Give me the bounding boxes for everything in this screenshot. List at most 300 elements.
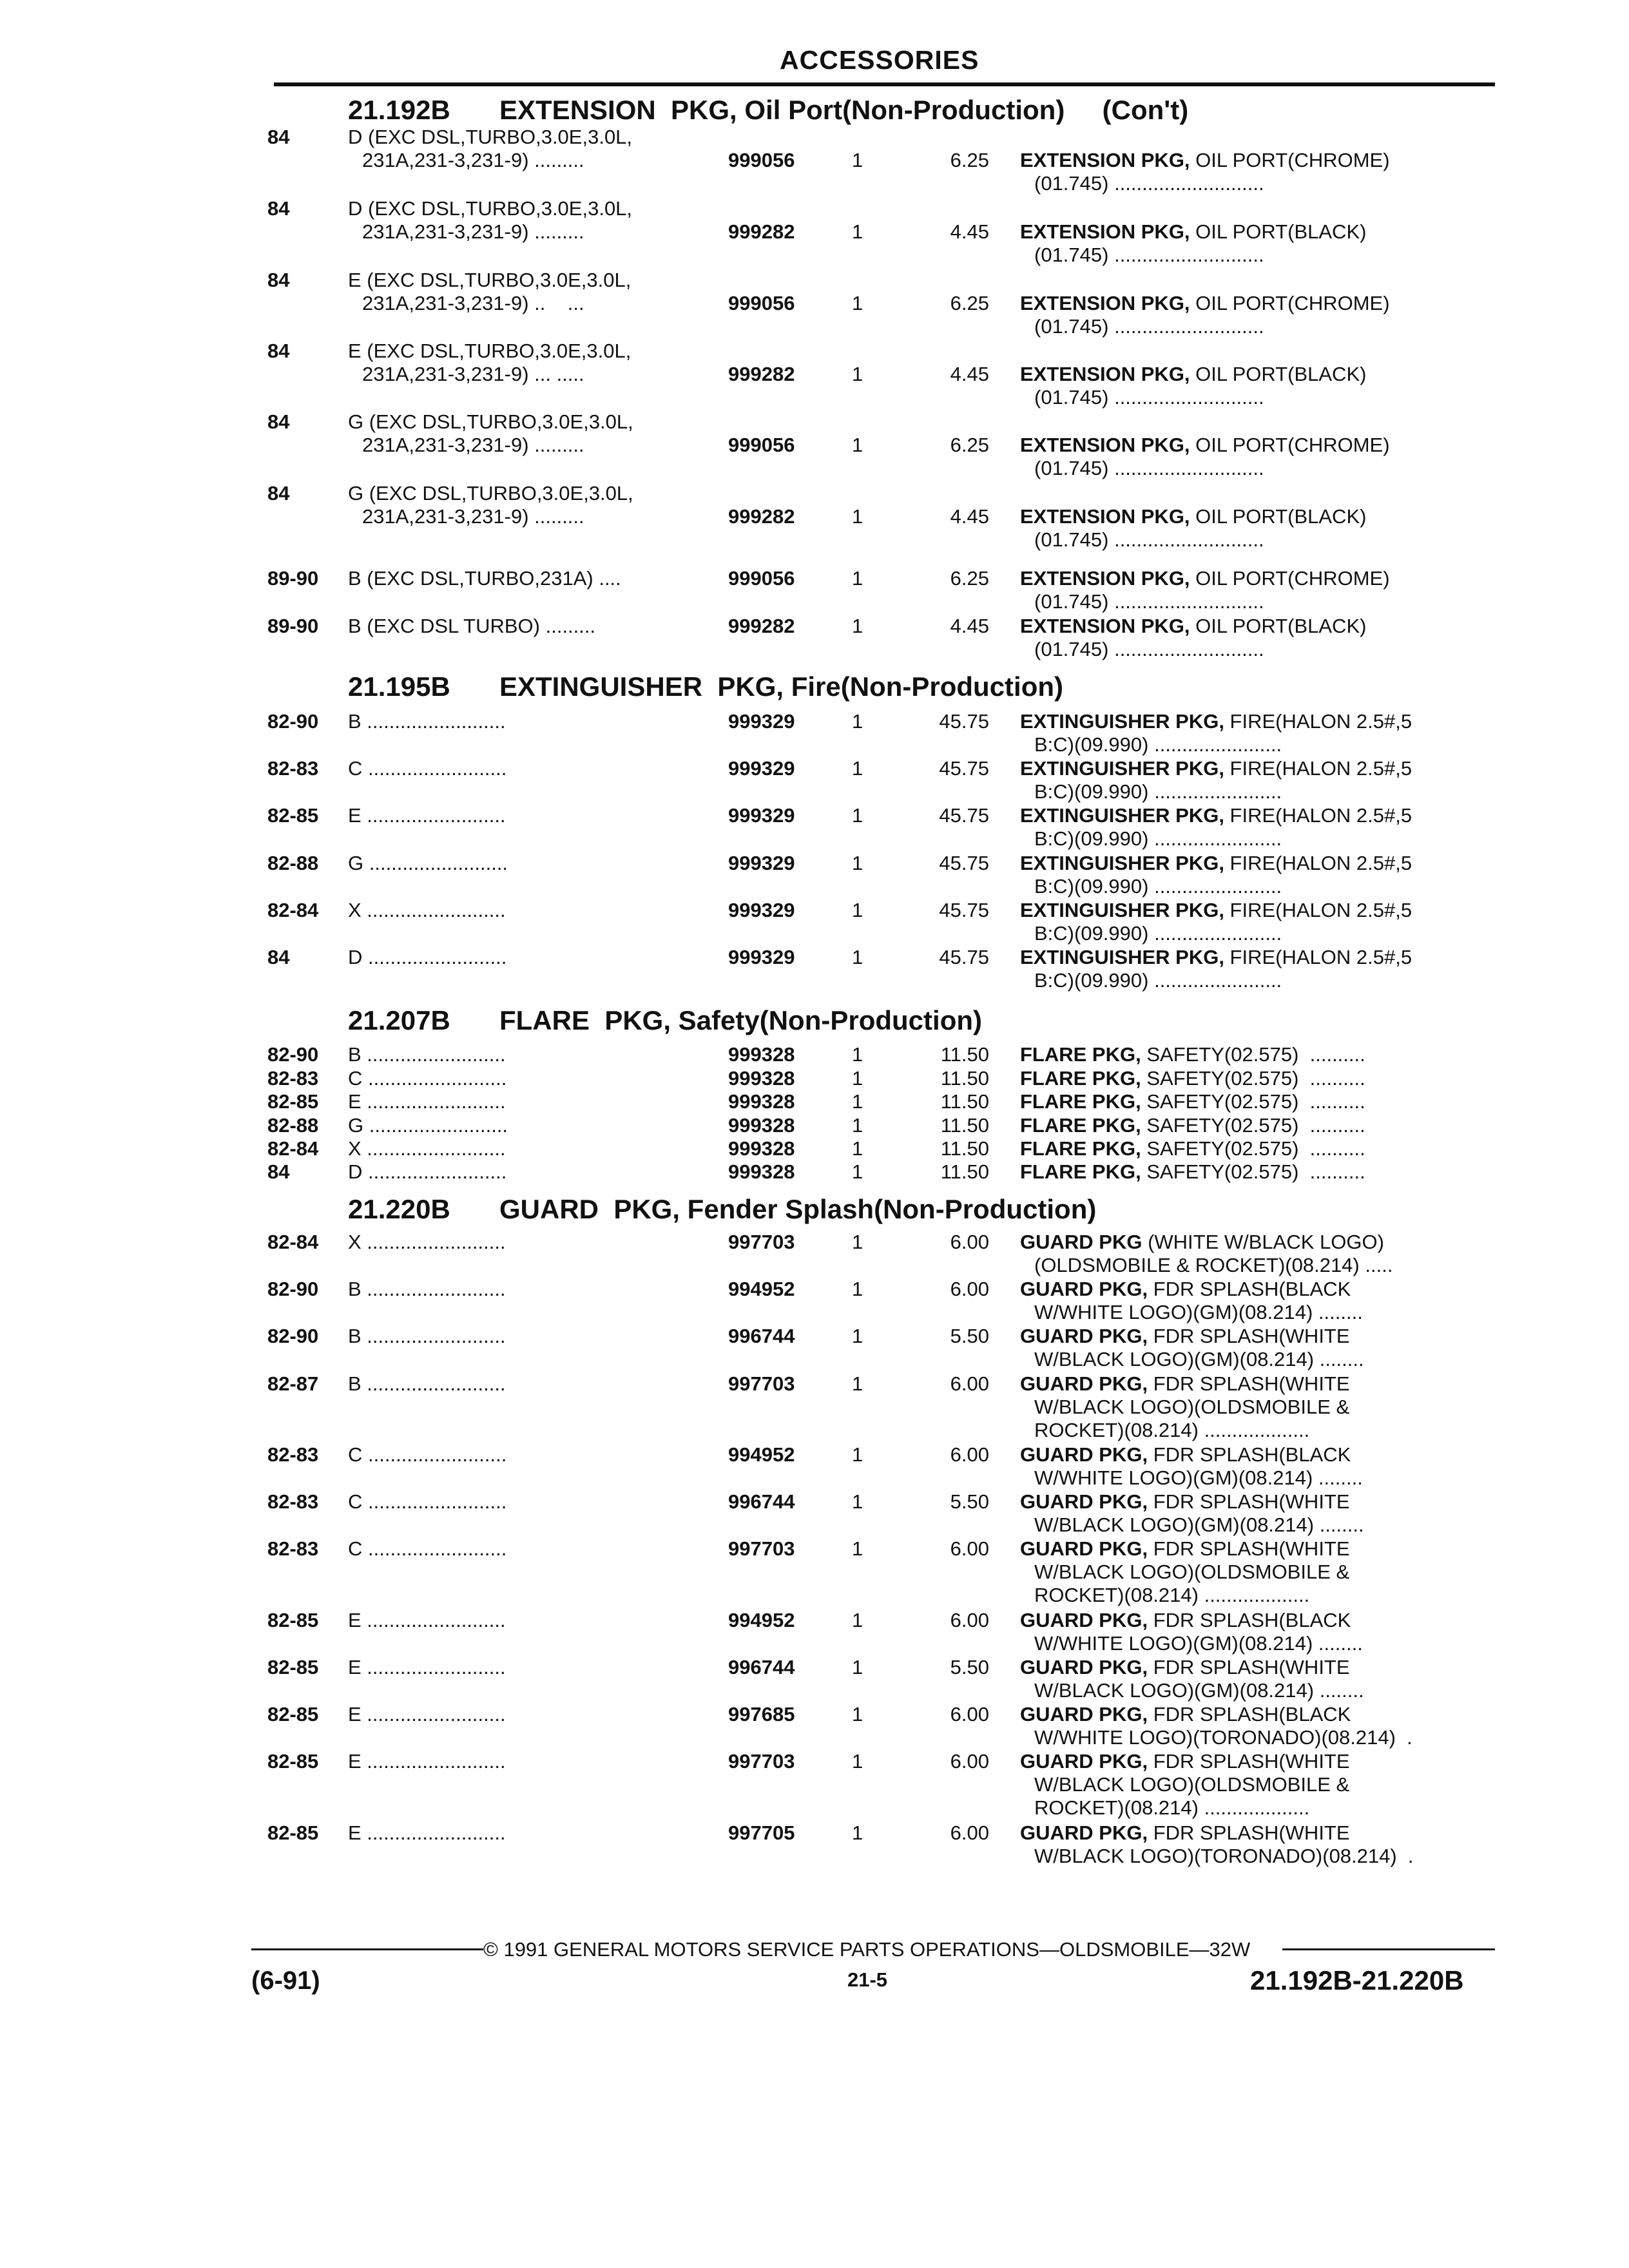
row-model: G ......................... — [348, 852, 508, 874]
row-model: D (EXC DSL,TURBO,3.0E,3.0L, — [348, 197, 633, 220]
footer-rule-left — [251, 1948, 483, 1950]
row-model: C ......................... — [348, 1490, 507, 1513]
row-description — [1020, 710, 1412, 733]
row-year: 82-83 — [267, 1537, 319, 1560]
description-text: FDR SPLASH(WHITE — [1148, 1750, 1350, 1773]
row-year: 84 — [267, 269, 290, 291]
row-quantity: 1 — [852, 1278, 863, 1300]
description-text: OIL PORT(BLACK) — [1190, 220, 1367, 243]
description-bold: GUARD PKG, — [1020, 1537, 1148, 1560]
row-description-cont: (01.745) ........................... — [1034, 386, 1264, 408]
row-price: 5.50 — [950, 1656, 989, 1678]
row-description — [1020, 567, 1390, 590]
section-code: 21.195B — [348, 671, 450, 702]
row-year: 89-90 — [267, 615, 319, 637]
section-heading: EXTENSION PKG, Oil Port(Non-Production) (Con't) — [499, 95, 1189, 125]
row-year: 84 — [267, 1160, 290, 1183]
row-model: X ......................... — [348, 1231, 506, 1253]
section-code: 21.192B — [348, 95, 450, 125]
row-quantity: 1 — [852, 1703, 863, 1725]
row-quantity: 1 — [852, 1114, 863, 1137]
row-price: 6.25 — [950, 567, 989, 590]
row-year: 82-88 — [267, 1114, 319, 1137]
row-description-cont: W/BLACK LOGO)(TORONADO)(08.214) . — [1034, 1845, 1414, 1867]
description-bold: EXTENSION PKG, — [1020, 434, 1190, 456]
row-part-number: 999328 — [728, 1160, 795, 1183]
row-year: 84 — [267, 126, 290, 148]
row-part-number: 994952 — [728, 1443, 795, 1466]
row-quantity: 1 — [852, 757, 863, 780]
row-year: 82-88 — [267, 852, 319, 874]
row-year: 82-90 — [267, 1325, 319, 1347]
row-quantity: 1 — [852, 505, 863, 528]
row-year: 82-85 — [267, 1821, 319, 1844]
row-quantity: 1 — [852, 1443, 863, 1466]
row-description — [1020, 1821, 1350, 1845]
row-price: 6.25 — [950, 149, 989, 171]
row-model: E ......................... — [348, 804, 506, 827]
row-description — [1020, 757, 1412, 780]
row-price: 6.00 — [950, 1278, 989, 1300]
description-text: FDR SPLASH(WHITE — [1148, 1537, 1350, 1560]
row-model: E (EXC DSL,TURBO,3.0E,3.0L, — [348, 269, 631, 291]
row-price: 5.50 — [950, 1490, 989, 1513]
row-quantity: 1 — [852, 1067, 863, 1090]
row-year: 82-85 — [267, 804, 319, 827]
section-heading: FLARE PKG, Safety(Non-Production) — [499, 1005, 982, 1035]
section-code: 21.220B — [348, 1194, 450, 1224]
row-model: E (EXC DSL,TURBO,3.0E,3.0L, — [348, 340, 631, 362]
row-year: 84 — [267, 340, 290, 362]
description-text: OIL PORT(CHROME) — [1190, 434, 1390, 456]
row-part-number: 999329 — [728, 946, 795, 968]
row-part-number: 999282 — [728, 363, 795, 385]
description-bold: EXTINGUISHER PKG, — [1020, 804, 1224, 827]
description-bold: EXTENSION PKG, — [1020, 567, 1190, 590]
row-description-cont: ROCKET)(08.214) ................... — [1034, 1584, 1310, 1606]
row-price: 5.50 — [950, 1325, 989, 1347]
row-part-number: 997703 — [728, 1537, 795, 1560]
row-model: E ......................... — [348, 1609, 506, 1631]
section-title — [348, 671, 1063, 702]
row-part-number: 996744 — [728, 1656, 795, 1678]
row-part-number: 999329 — [728, 804, 795, 827]
description-text: FDR SPLASH(WHITE — [1148, 1821, 1350, 1844]
row-price: 6.00 — [950, 1372, 989, 1395]
row-description-cont: (01.745) ........................... — [1034, 528, 1264, 551]
row-part-number: 999329 — [728, 852, 795, 874]
description-bold: GUARD PKG, — [1020, 1821, 1148, 1844]
row-model: D ......................... — [348, 1160, 507, 1183]
description-bold: GUARD PKG, — [1020, 1325, 1148, 1347]
description-text: FDR SPLASH(BLACK — [1148, 1278, 1351, 1300]
row-description — [1020, 1090, 1365, 1113]
row-description — [1020, 292, 1390, 315]
row-year: 82-90 — [267, 1043, 319, 1066]
row-price: 11.50 — [940, 1067, 989, 1090]
row-description — [1020, 1231, 1384, 1254]
row-description-cont: (01.745) ........................... — [1034, 172, 1264, 195]
row-price: 4.45 — [950, 220, 989, 243]
row-model: C ......................... — [348, 757, 507, 780]
description-text: FDR SPLASH(WHITE — [1148, 1372, 1350, 1395]
row-description-cont: B:C)(09.990) ....................... — [1034, 780, 1282, 803]
row-model: B ......................... — [348, 1278, 506, 1300]
row-model: E ......................... — [348, 1750, 506, 1773]
row-description-cont: W/BLACK LOGO)(GM)(08.214) ........ — [1034, 1514, 1364, 1536]
row-price: 6.25 — [950, 292, 989, 314]
row-price: 45.75 — [939, 710, 989, 733]
row-price: 6.00 — [950, 1703, 989, 1725]
description-text: SAFETY(02.575) .......... — [1141, 1067, 1365, 1090]
row-description-cont: (01.745) ........................... — [1034, 315, 1264, 338]
row-description — [1020, 1750, 1350, 1773]
row-model: 231A,231-3,231-9) ......... — [362, 434, 584, 456]
description-text: FIRE(HALON 2.5#,5 — [1224, 757, 1412, 780]
row-quantity: 1 — [852, 149, 863, 171]
row-part-number: 999328 — [728, 1090, 795, 1113]
description-text: SAFETY(02.575) .......... — [1141, 1043, 1365, 1066]
row-quantity: 1 — [852, 1325, 863, 1347]
row-description — [1020, 1114, 1365, 1137]
row-description-cont: (OLDSMOBILE & ROCKET)(08.214) ..... — [1034, 1254, 1393, 1276]
row-description — [1020, 1043, 1365, 1066]
row-year: 82-84 — [267, 1137, 319, 1160]
row-description-cont: ROCKET)(08.214) ................... — [1034, 1419, 1310, 1441]
row-description-cont: (01.745) ........................... — [1034, 457, 1264, 479]
row-model: B (EXC DSL TURBO) ......... — [348, 615, 596, 637]
row-model: 231A,231-3,231-9) ... ..... — [362, 363, 584, 385]
row-description — [1020, 1656, 1350, 1679]
section-heading: EXTINGUISHER PKG, Fire(Non-Production) — [499, 671, 1064, 702]
row-description — [1020, 1490, 1350, 1514]
description-text: FDR SPLASH(WHITE — [1148, 1490, 1350, 1513]
section-title — [348, 1194, 1096, 1225]
row-part-number: 997705 — [728, 1821, 795, 1844]
row-price: 11.50 — [940, 1160, 989, 1183]
description-bold: EXTENSION PKG, — [1020, 292, 1190, 314]
description-bold: GUARD PKG, — [1020, 1703, 1148, 1725]
row-model: D ......................... — [348, 946, 507, 968]
description-bold: FLARE PKG, — [1020, 1160, 1141, 1183]
footer-page-number: 21-5 — [847, 1968, 888, 1991]
row-description — [1020, 1160, 1365, 1184]
row-quantity: 1 — [852, 1043, 863, 1066]
footer-rule-right — [1282, 1948, 1495, 1950]
row-description-cont: W/WHITE LOGO)(GM)(08.214) ........ — [1034, 1632, 1363, 1655]
row-price: 45.75 — [939, 852, 989, 874]
row-quantity: 1 — [852, 220, 863, 243]
row-description-cont: W/BLACK LOGO)(OLDSMOBILE & — [1034, 1773, 1350, 1796]
row-part-number: 999282 — [728, 505, 795, 528]
row-price: 6.25 — [950, 434, 989, 456]
row-price: 6.00 — [950, 1231, 989, 1253]
description-bold: EXTENSION PKG, — [1020, 149, 1190, 171]
row-description-cont: (01.745) ........................... — [1034, 244, 1264, 266]
description-text: FIRE(HALON 2.5#,5 — [1224, 710, 1412, 733]
row-part-number: 994952 — [728, 1609, 795, 1631]
row-year: 82-83 — [267, 757, 319, 780]
row-description — [1020, 505, 1366, 528]
row-description — [1020, 363, 1366, 386]
row-model: 231A,231-3,231-9) ......... — [362, 505, 584, 528]
row-part-number: 999329 — [728, 899, 795, 921]
row-description-cont: W/BLACK LOGO)(OLDSMOBILE & — [1034, 1561, 1350, 1583]
row-model: E ......................... — [348, 1821, 506, 1844]
row-model: G (EXC DSL,TURBO,3.0E,3.0L, — [348, 410, 633, 433]
row-description-cont: B:C)(09.990) ....................... — [1034, 922, 1282, 945]
row-model: B ......................... — [348, 1325, 506, 1347]
row-price: 45.75 — [939, 946, 989, 968]
row-year: 82-85 — [267, 1656, 319, 1678]
description-bold: FLARE PKG, — [1020, 1114, 1141, 1137]
row-description — [1020, 1537, 1350, 1561]
description-bold: EXTINGUISHER PKG, — [1020, 852, 1224, 874]
description-bold: FLARE PKG, — [1020, 1137, 1141, 1160]
row-model: E ......................... — [348, 1090, 506, 1113]
description-text: FDR SPLASH(BLACK — [1148, 1609, 1351, 1631]
description-text: OIL PORT(CHROME) — [1190, 292, 1390, 314]
row-part-number: 999056 — [728, 434, 795, 456]
row-quantity: 1 — [852, 615, 863, 637]
row-model: B ......................... — [348, 1372, 506, 1395]
row-year: 82-84 — [267, 899, 319, 921]
row-year: 84 — [267, 482, 290, 505]
row-part-number: 997685 — [728, 1703, 795, 1725]
description-bold: GUARD PKG, — [1020, 1609, 1148, 1631]
row-description-cont: (01.745) ........................... — [1034, 638, 1264, 660]
row-price: 11.50 — [940, 1090, 989, 1113]
row-quantity: 1 — [852, 292, 863, 314]
row-price: 6.00 — [950, 1609, 989, 1631]
row-quantity: 1 — [852, 434, 863, 456]
row-description-cont: ROCKET)(08.214) ................... — [1034, 1796, 1310, 1819]
row-price: 4.45 — [950, 363, 989, 385]
row-price: 4.45 — [950, 505, 989, 528]
row-year: 82-85 — [267, 1090, 319, 1113]
section-title — [348, 95, 1188, 126]
row-model: D (EXC DSL,TURBO,3.0E,3.0L, — [348, 126, 633, 148]
row-quantity: 1 — [852, 1160, 863, 1183]
row-price: 6.00 — [950, 1537, 989, 1560]
description-text: FDR SPLASH(BLACK — [1148, 1443, 1351, 1466]
description-bold: GUARD PKG, — [1020, 1750, 1148, 1773]
row-description — [1020, 220, 1366, 244]
row-description-cont: W/BLACK LOGO)(GM)(08.214) ........ — [1034, 1679, 1364, 1702]
row-part-number: 997703 — [728, 1372, 795, 1395]
row-part-number: 999282 — [728, 220, 795, 243]
description-bold: GUARD PKG, — [1020, 1278, 1148, 1300]
row-description — [1020, 1067, 1365, 1090]
row-year: 82-90 — [267, 710, 319, 733]
row-quantity: 1 — [852, 1490, 863, 1513]
row-description — [1020, 1278, 1351, 1301]
row-part-number: 999282 — [728, 615, 795, 637]
description-bold: EXTINGUISHER PKG, — [1020, 710, 1224, 733]
row-quantity: 1 — [852, 710, 863, 733]
row-year: 82-83 — [267, 1067, 319, 1090]
row-part-number: 994952 — [728, 1278, 795, 1300]
row-price: 6.00 — [950, 1821, 989, 1844]
row-year: 82-85 — [267, 1703, 319, 1725]
footer-date: (6-91) — [251, 1966, 320, 1995]
row-description-cont: W/BLACK LOGO)(OLDSMOBILE & — [1034, 1396, 1350, 1418]
description-text: SAFETY(02.575) .......... — [1141, 1114, 1365, 1137]
row-year: 82-85 — [267, 1609, 319, 1631]
row-year: 82-90 — [267, 1278, 319, 1300]
row-model: 231A,231-3,231-9) .. ... — [362, 292, 584, 314]
row-part-number: 999328 — [728, 1043, 795, 1066]
row-description — [1020, 1443, 1351, 1466]
section-heading: GUARD PKG, Fender Splash(Non-Production) — [499, 1194, 1097, 1224]
section-title — [348, 1005, 982, 1036]
row-description — [1020, 615, 1366, 638]
row-description-cont: B:C)(09.990) ....................... — [1034, 875, 1282, 898]
row-description-cont: B:C)(09.990) ....................... — [1034, 733, 1282, 756]
footer-copyright: © 1991 GENERAL MOTORS SERVICE PARTS OPERATIONS—OLDSMOBILE—32W — [483, 1938, 1251, 1961]
description-text: FIRE(HALON 2.5#,5 — [1224, 899, 1412, 921]
row-model: 231A,231-3,231-9) ......... — [362, 149, 584, 171]
row-quantity: 1 — [852, 1656, 863, 1678]
row-quantity: 1 — [852, 1231, 863, 1253]
row-description — [1020, 1703, 1351, 1726]
description-text: OIL PORT(BLACK) — [1190, 615, 1367, 637]
row-price: 6.00 — [950, 1443, 989, 1466]
row-part-number: 999056 — [728, 567, 795, 590]
row-year: 84 — [267, 197, 290, 220]
description-bold: EXTENSION PKG, — [1020, 615, 1190, 637]
description-bold: EXTENSION PKG, — [1020, 220, 1190, 243]
description-text: OIL PORT(BLACK) — [1190, 505, 1367, 528]
row-model: C ......................... — [348, 1537, 507, 1560]
row-part-number: 999056 — [728, 149, 795, 171]
description-bold: EXTENSION PKG, — [1020, 363, 1190, 385]
row-description — [1020, 899, 1412, 922]
description-bold: EXTINGUISHER PKG, — [1020, 899, 1224, 921]
description-bold: GUARD PKG, — [1020, 1372, 1148, 1395]
description-text: FIRE(HALON 2.5#,5 — [1224, 852, 1412, 874]
description-text: (WHITE W/BLACK LOGO) — [1142, 1231, 1384, 1253]
row-part-number: 996744 — [728, 1325, 795, 1347]
row-model: C ......................... — [348, 1067, 507, 1090]
description-text: SAFETY(02.575) .......... — [1141, 1137, 1365, 1160]
row-model: G (EXC DSL,TURBO,3.0E,3.0L, — [348, 482, 633, 505]
row-year: 82-87 — [267, 1372, 319, 1395]
row-part-number: 999056 — [728, 292, 795, 314]
row-description-cont: B:C)(09.990) ....................... — [1034, 827, 1282, 850]
row-description — [1020, 946, 1412, 969]
row-description — [1020, 434, 1390, 457]
row-description — [1020, 1372, 1350, 1396]
row-quantity: 1 — [852, 804, 863, 827]
row-model: G ......................... — [348, 1114, 508, 1137]
section-code: 21.207B — [348, 1005, 450, 1035]
row-description-cont: W/WHITE LOGO)(TORONADO)(08.214) . — [1034, 1726, 1412, 1749]
row-quantity: 1 — [852, 363, 863, 385]
footer-section-range: 21.192B-21.220B — [1250, 1965, 1464, 1995]
row-year: 82-83 — [267, 1443, 319, 1466]
row-part-number: 997703 — [728, 1231, 795, 1253]
row-description — [1020, 1609, 1351, 1632]
description-bold: FLARE PKG, — [1020, 1043, 1141, 1066]
row-description — [1020, 1137, 1365, 1160]
row-model: E ......................... — [348, 1656, 506, 1678]
row-model: E ......................... — [348, 1703, 506, 1725]
row-quantity: 1 — [852, 852, 863, 874]
row-part-number: 999328 — [728, 1067, 795, 1090]
row-price: 11.50 — [940, 1137, 989, 1160]
row-quantity: 1 — [852, 1137, 863, 1160]
row-year: 82-85 — [267, 1750, 319, 1773]
row-quantity: 1 — [852, 1821, 863, 1844]
row-description — [1020, 852, 1412, 875]
row-part-number: 999328 — [728, 1137, 795, 1160]
row-price: 45.75 — [939, 757, 989, 780]
row-description-cont: (01.745) ........................... — [1034, 590, 1264, 613]
row-part-number: 997703 — [728, 1750, 795, 1773]
row-model: C ......................... — [348, 1443, 507, 1466]
row-year: 82-83 — [267, 1490, 319, 1513]
description-bold: FLARE PKG, — [1020, 1067, 1141, 1090]
description-bold: GUARD PKG — [1020, 1231, 1142, 1253]
row-quantity: 1 — [852, 1090, 863, 1113]
description-bold: GUARD PKG, — [1020, 1443, 1148, 1466]
row-quantity: 1 — [852, 1372, 863, 1395]
description-bold: GUARD PKG, — [1020, 1490, 1148, 1513]
description-text: SAFETY(02.575) .......... — [1141, 1090, 1365, 1113]
description-bold: FLARE PKG, — [1020, 1090, 1141, 1113]
description-text: FDR SPLASH(WHITE — [1148, 1656, 1350, 1678]
description-bold: GUARD PKG, — [1020, 1656, 1148, 1678]
row-model: 231A,231-3,231-9) ......... — [362, 220, 584, 243]
row-part-number: 996744 — [728, 1490, 795, 1513]
description-text: FIRE(HALON 2.5#,5 — [1224, 804, 1412, 827]
row-description — [1020, 149, 1390, 172]
description-text: FDR SPLASH(WHITE — [1148, 1325, 1350, 1347]
row-year: 89-90 — [267, 567, 319, 590]
description-text: SAFETY(02.575) .......... — [1141, 1160, 1365, 1183]
row-quantity: 1 — [852, 946, 863, 968]
row-price: 6.00 — [950, 1750, 989, 1773]
row-model: B (EXC DSL,TURBO,231A) .... — [348, 567, 621, 590]
row-description — [1020, 1325, 1350, 1348]
row-model: B ......................... — [348, 710, 506, 733]
description-bold: EXTINGUISHER PKG, — [1020, 946, 1224, 968]
description-bold: EXTINGUISHER PKG, — [1020, 757, 1224, 780]
row-part-number: 999329 — [728, 757, 795, 780]
row-price: 45.75 — [939, 804, 989, 827]
row-quantity: 1 — [852, 1537, 863, 1560]
row-price: 45.75 — [939, 899, 989, 921]
row-price: 11.50 — [940, 1043, 989, 1066]
row-price: 11.50 — [940, 1114, 989, 1137]
page-header-title: ACCESSORIES — [780, 45, 979, 75]
row-model: B ......................... — [348, 1043, 506, 1066]
row-quantity: 1 — [852, 1609, 863, 1631]
row-part-number: 999328 — [728, 1114, 795, 1137]
row-quantity: 1 — [852, 899, 863, 921]
description-text: OIL PORT(CHROME) — [1190, 567, 1390, 590]
row-model: X ......................... — [348, 899, 506, 921]
row-part-number: 999329 — [728, 710, 795, 733]
description-text: FDR SPLASH(BLACK — [1148, 1703, 1351, 1725]
row-quantity: 1 — [852, 567, 863, 590]
row-description — [1020, 804, 1412, 827]
row-quantity: 1 — [852, 1750, 863, 1773]
row-description-cont: B:C)(09.990) ....................... — [1034, 969, 1282, 992]
row-price: 4.45 — [950, 615, 989, 637]
description-text: OIL PORT(BLACK) — [1190, 363, 1367, 385]
